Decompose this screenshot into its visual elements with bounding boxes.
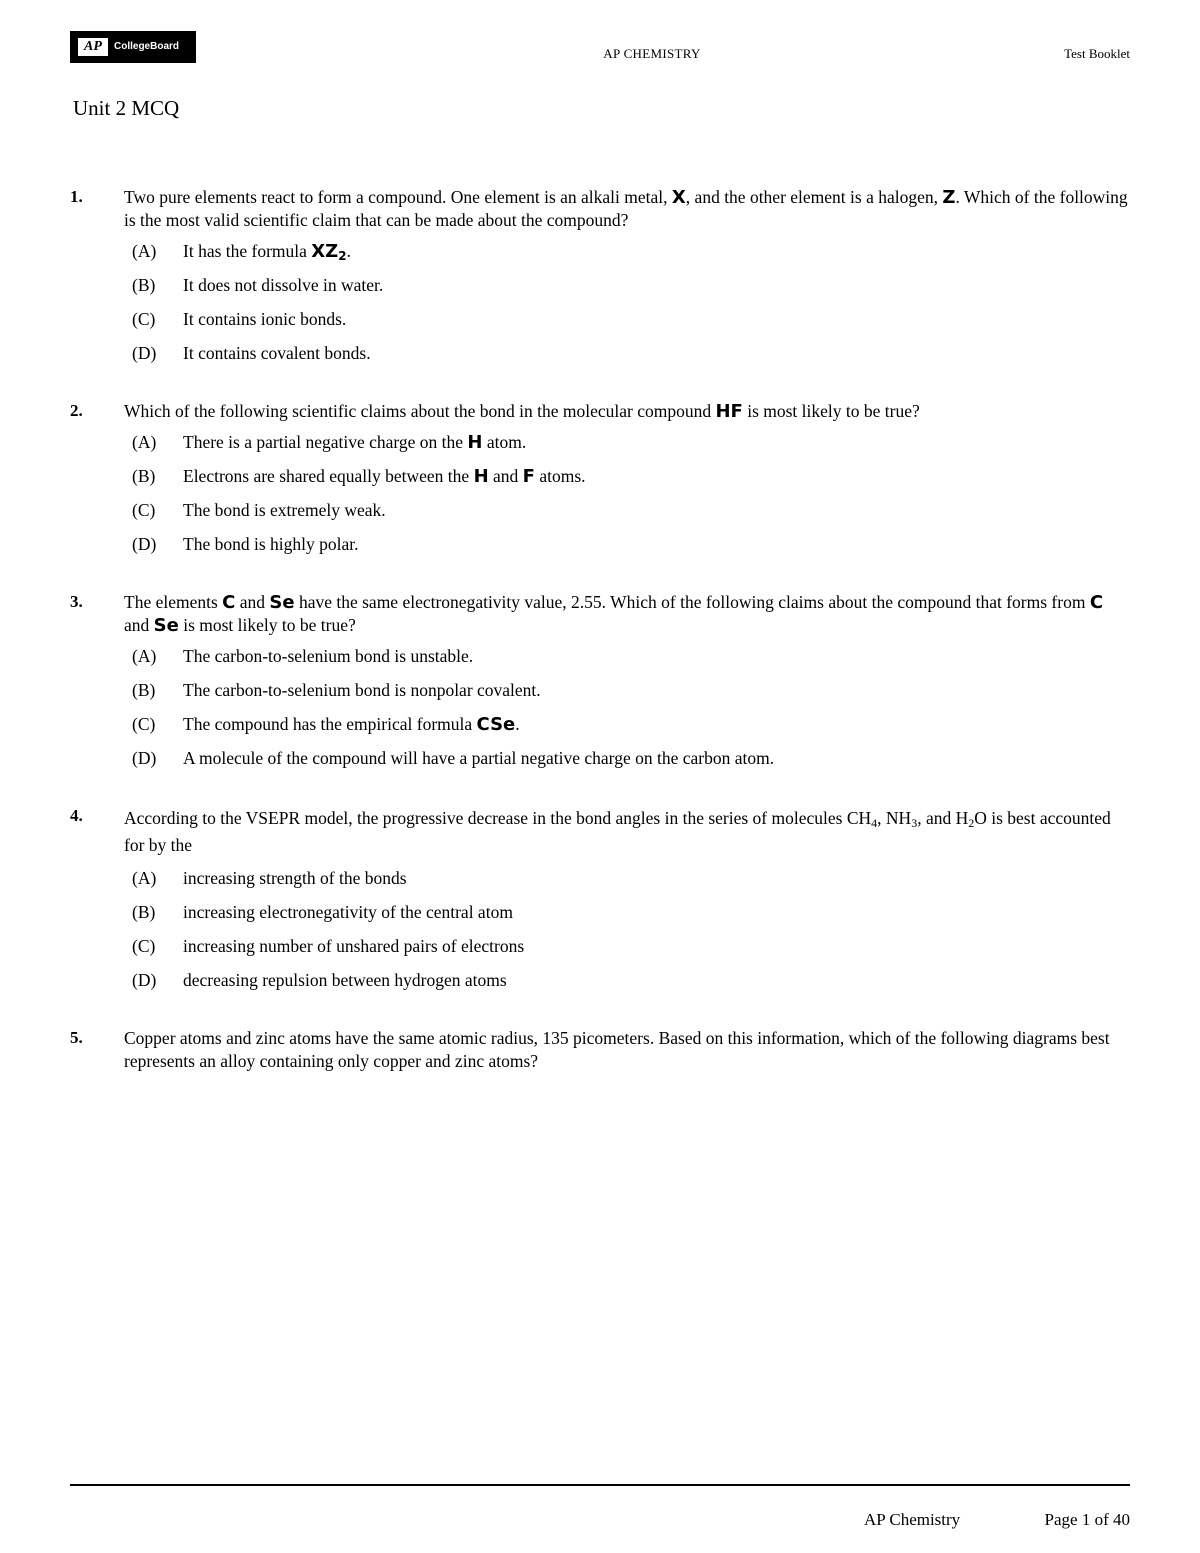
answer-choice-c[interactable] — [132, 499, 1132, 533]
chem-symbol: C — [1089, 592, 1104, 613]
chem-symbol: H — [467, 432, 483, 453]
choice-text: It contains ionic bonds. — [183, 309, 347, 329]
choice-letter: (B) — [132, 680, 156, 700]
question-number: 2. — [70, 401, 83, 420]
chem-symbol: C — [222, 592, 236, 613]
choice-letter: (A) — [132, 432, 157, 452]
question-3 — [70, 591, 1132, 781]
choice-text: The bond is highly polar. — [183, 534, 359, 554]
answer-choice-d[interactable] — [132, 747, 1132, 781]
answer-choice-a[interactable] — [132, 867, 1132, 901]
header-booklet-label: Test Booklet — [1064, 46, 1130, 61]
answer-choices — [132, 645, 1132, 781]
question-stem: Which of the following scientific claims about the bond in the molecular compound HF is most likely to be true? — [124, 401, 920, 422]
question-stem: Two pure elements react to form a compound. One element is an alkali metal, X, and the other element is a halogen, Z. Which of the following is the most valid scientific claim that can be made about the compound? — [124, 187, 1128, 230]
choice-letter: (B) — [132, 466, 156, 486]
answer-choice-c[interactable] — [132, 935, 1132, 969]
college-board-wordmark: CollegeBoard — [114, 41, 180, 52]
choice-text: decreasing repulsion between hydrogen atoms — [183, 970, 507, 990]
choice-letter: (A) — [132, 646, 157, 666]
choice-text: increasing electronegativity of the central atom — [183, 902, 513, 922]
chem-symbol: X — [671, 187, 686, 208]
question-5 — [70, 1027, 1132, 1073]
chem-symbol: Z — [942, 187, 956, 208]
footer-divider — [70, 1484, 1130, 1486]
answer-choice-d[interactable] — [132, 969, 1132, 1003]
choice-letter: (C) — [132, 500, 156, 520]
answer-choice-a[interactable] — [132, 240, 1132, 274]
choice-letter: (C) — [132, 309, 156, 329]
answer-choice-c[interactable] — [132, 308, 1132, 342]
choice-text: It has the formula XZ2. — [183, 241, 351, 263]
choice-letter: (B) — [132, 902, 156, 922]
choice-letter: (C) — [132, 714, 156, 734]
chem-formula: XZ2 — [311, 241, 347, 263]
choice-text: There is a partial negative charge on the H atom. — [183, 432, 527, 453]
answer-choice-b[interactable] — [132, 274, 1132, 308]
question-number: 3. — [70, 592, 83, 611]
question-number: 4. — [70, 806, 83, 825]
choice-letter: (B) — [132, 275, 156, 295]
choice-text: It does not dissolve in water. — [183, 275, 384, 295]
chem-symbol: H — [473, 466, 489, 487]
chem-symbol: F — [522, 466, 535, 487]
choice-letter: (D) — [132, 343, 157, 363]
choice-letter: (A) — [132, 241, 157, 261]
choice-letter: (D) — [132, 748, 157, 768]
choice-text: increasing strength of the bonds — [183, 868, 407, 888]
chem-symbol: Se — [153, 615, 179, 636]
chem-symbol: Se — [269, 592, 295, 613]
choice-text: increasing number of unshared pairs of electrons — [183, 936, 525, 956]
choice-letter: (A) — [132, 868, 157, 888]
choice-text: The carbon-to-selenium bond is nonpolar covalent. — [183, 680, 541, 700]
ap-logo-mark: AP — [78, 38, 108, 56]
question-2 — [70, 400, 1132, 567]
answer-choice-d[interactable] — [132, 533, 1132, 567]
page-number: Page 1 of 40 — [1044, 1510, 1130, 1529]
answer-choice-a[interactable] — [132, 431, 1132, 465]
answer-choice-b[interactable] — [132, 901, 1132, 935]
answer-choices — [132, 867, 1132, 1003]
answer-choice-d[interactable] — [132, 342, 1132, 376]
choice-text: A molecule of the compound will have a partial negative charge on the carbon atom. — [183, 748, 775, 768]
answer-choices — [132, 240, 1132, 376]
page-title: Unit 2 MCQ — [73, 96, 180, 120]
question-stem: According to the VSEPR model, the progressive decrease in the bond angles in the series of molecules $CH_4$, $NH_3$, and $H_2O$ is best accounted for by the — [124, 808, 1111, 855]
choice-letter: (D) — [132, 534, 157, 554]
choice-text: It contains covalent bonds. — [183, 343, 371, 363]
question-number: 5. — [70, 1028, 83, 1047]
choice-letter: (D) — [132, 970, 157, 990]
choice-text: Electrons are shared equally between the H and F atoms. — [183, 466, 586, 487]
question-4 — [70, 805, 1132, 1003]
choice-letter: (C) — [132, 936, 156, 956]
header-subject: AP CHEMISTRY — [603, 46, 701, 61]
question-number: 1. — [70, 187, 83, 206]
page-header — [0, 0, 1200, 80]
chem-formula: CSe — [476, 714, 516, 735]
answer-choice-b[interactable] — [132, 465, 1132, 499]
question-1 — [70, 186, 1132, 376]
answer-choice-c[interactable] — [132, 713, 1132, 747]
question-stem: The elements C and Se have the same electronegativity value, 2.55. Which of the following claims about the compound that forms from C and Se is most likely to be true? — [124, 592, 1104, 636]
answer-choice-b[interactable] — [132, 679, 1132, 713]
question-list — [70, 186, 1132, 1097]
footer-subject: AP Chemistry — [864, 1510, 961, 1529]
chem-formula: HF — [715, 401, 743, 422]
choice-text: The bond is extremely weak. — [183, 500, 386, 520]
answer-choice-a[interactable] — [132, 645, 1132, 679]
question-stem: Copper atoms and zinc atoms have the same atomic radius, 135 picometers. Based on this information, which of the following diagrams best represents an alloy containing only copper and zinc atoms? — [124, 1028, 1110, 1071]
choice-text: The carbon-to-selenium bond is unstable. — [183, 646, 474, 666]
answer-choices — [132, 431, 1132, 567]
choice-text: The compound has the empirical formula CSe. — [183, 714, 520, 735]
